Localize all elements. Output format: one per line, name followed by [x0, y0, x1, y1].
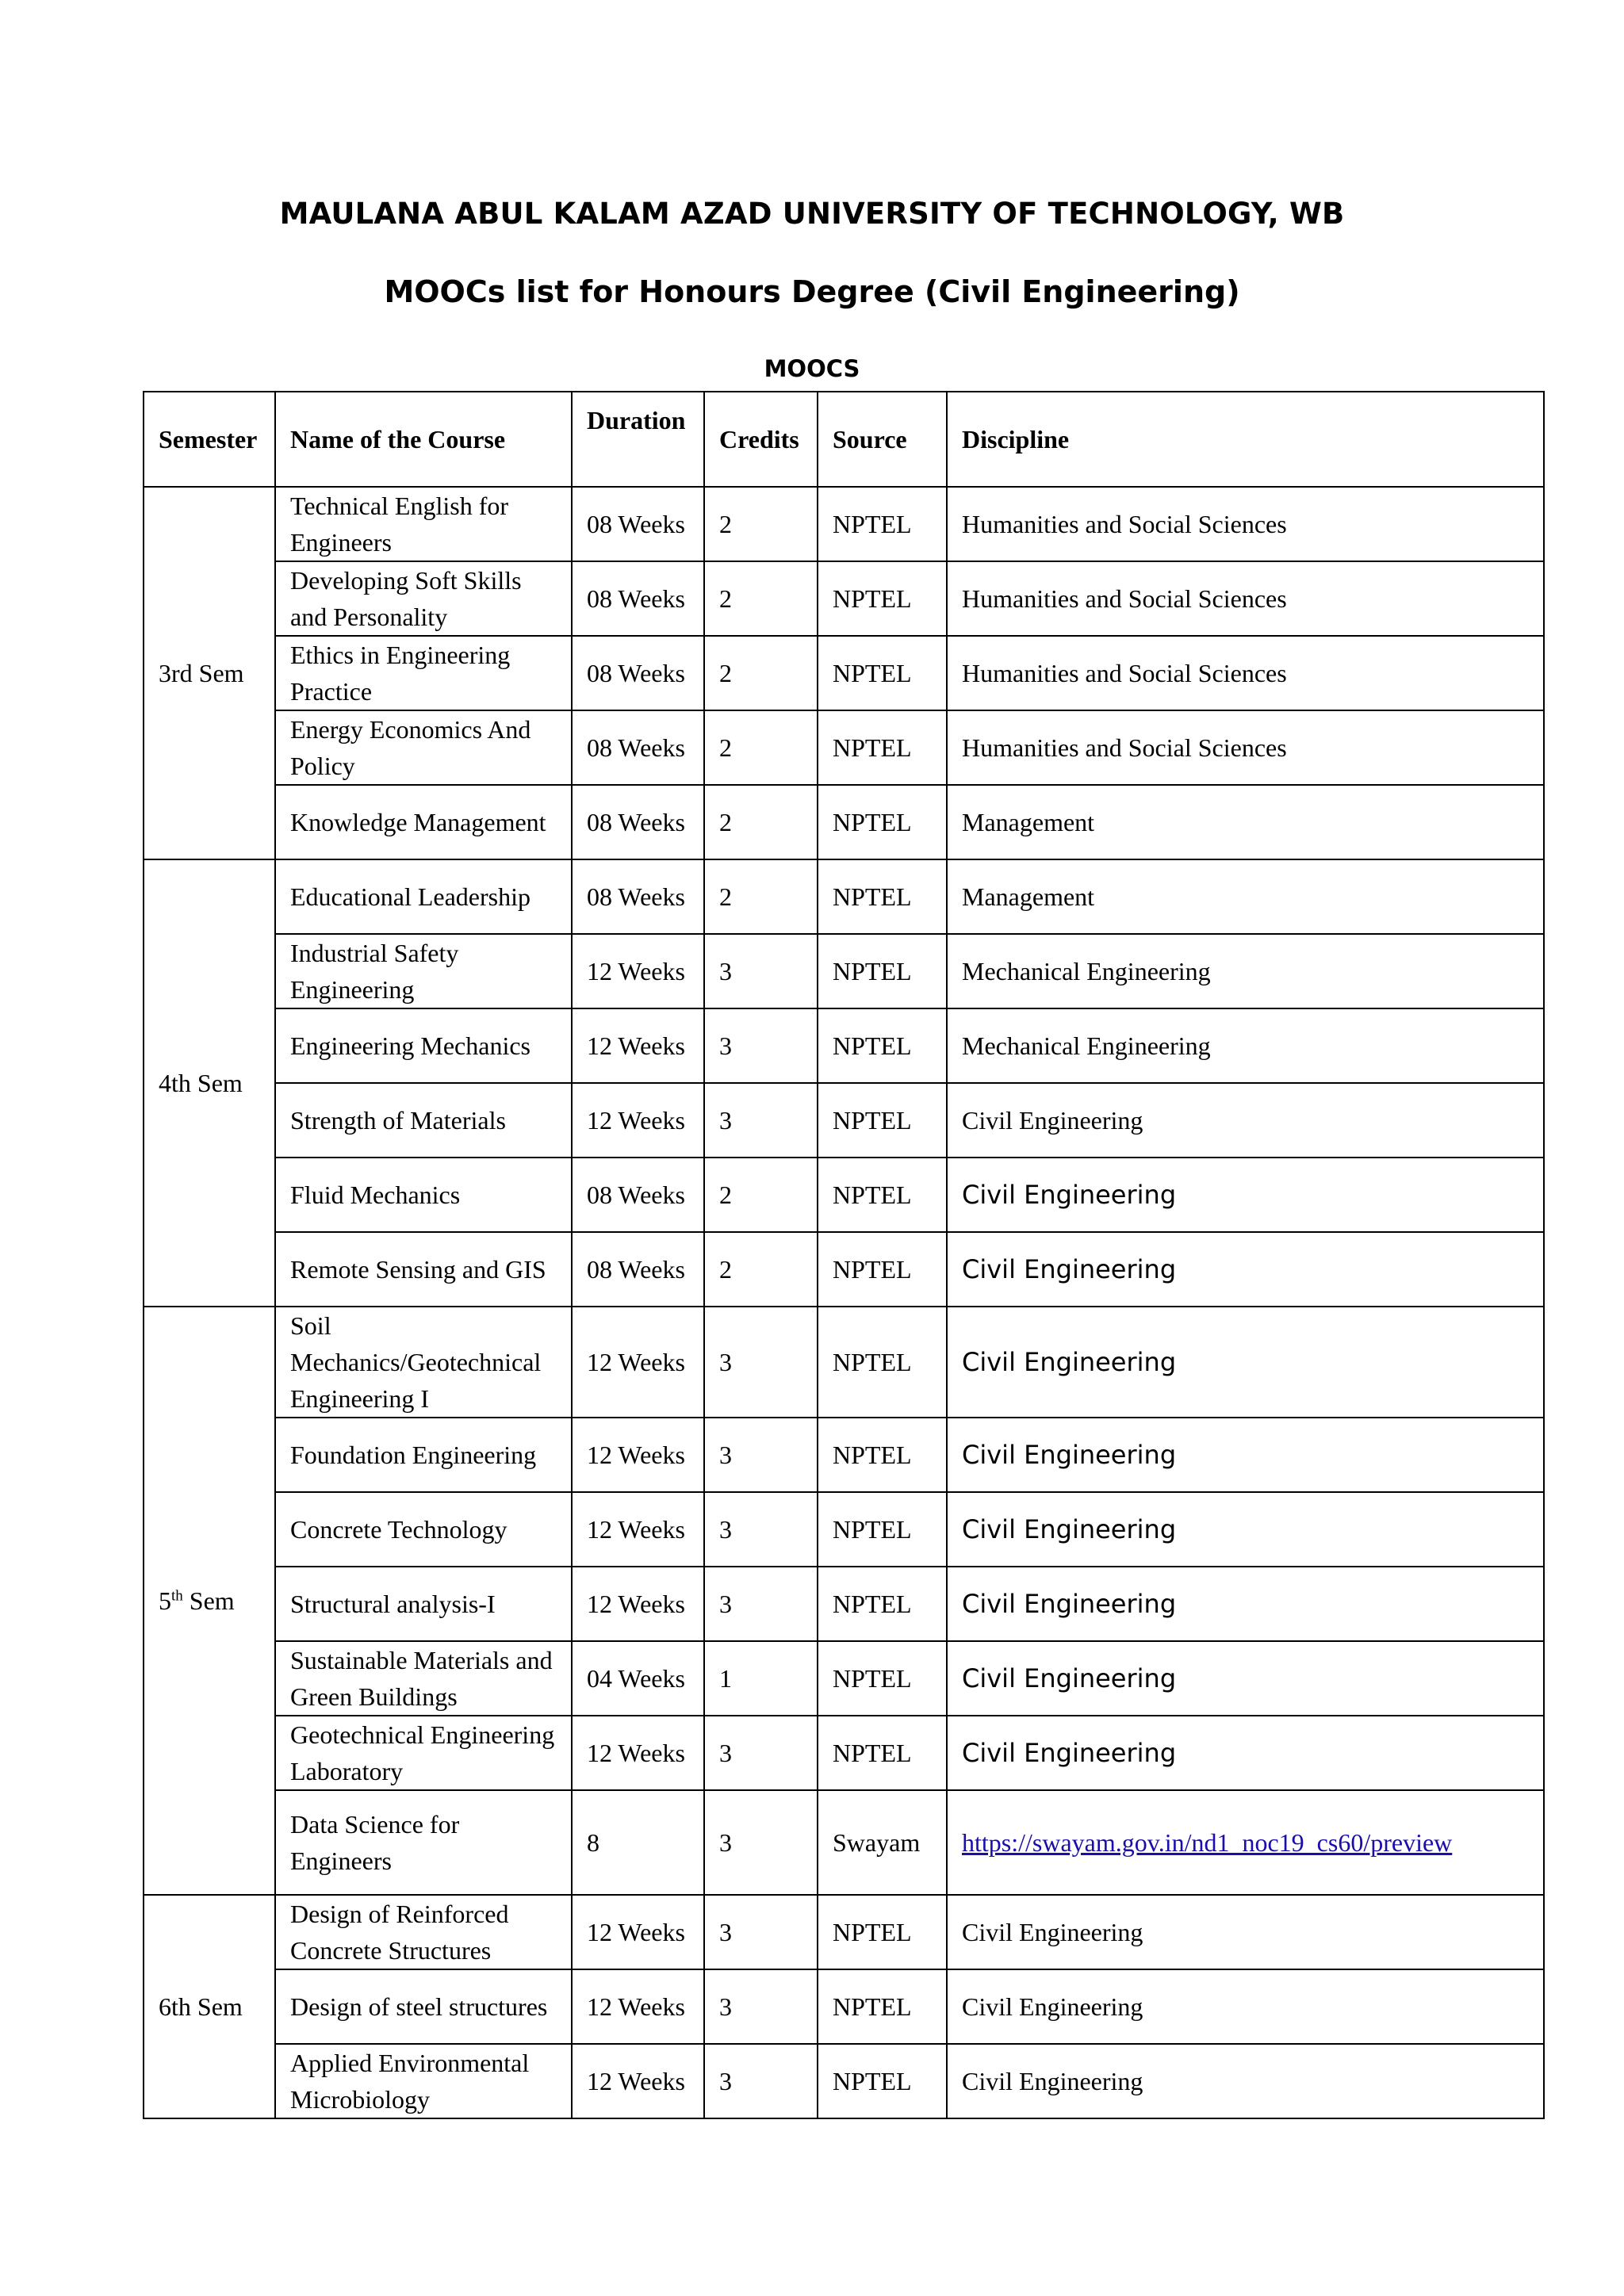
duration: 12 Weeks	[572, 1969, 704, 2044]
credits: 3	[704, 2044, 818, 2118]
table-row	[144, 1307, 1544, 1418]
semester-cell: 6th Sem	[144, 1895, 275, 2118]
discipline: Management	[947, 859, 1544, 934]
table-row	[144, 636, 1544, 710]
table-row	[144, 2044, 1544, 2118]
table-row	[144, 1158, 1544, 1232]
source: NPTEL	[818, 2044, 947, 2118]
duration: 08 Weeks	[572, 561, 704, 636]
table-row	[144, 1567, 1544, 1641]
column-header-discipline: Discipline	[947, 392, 1544, 487]
column-header-semester: Semester	[144, 392, 275, 487]
course-name: Strength of Materials	[275, 1083, 572, 1158]
duration: 08 Weeks	[572, 636, 704, 710]
duration: 08 Weeks	[572, 1232, 704, 1307]
source: NPTEL	[818, 1641, 947, 1716]
course-name: Energy Economics And Policy	[275, 710, 572, 785]
table-row	[144, 1083, 1544, 1158]
course-name: Developing Soft Skills and Personality	[275, 561, 572, 636]
table-row	[144, 1790, 1544, 1895]
discipline: Civil Engineering	[947, 1969, 1544, 2044]
course-name: Educational Leadership	[275, 859, 572, 934]
discipline: Civil Engineering	[947, 1083, 1544, 1158]
credits: 3	[704, 934, 818, 1008]
semester-number: 5	[159, 1586, 171, 1615]
credits: 2	[704, 1232, 818, 1307]
semester-label: Sem	[182, 1586, 235, 1615]
duration: 08 Weeks	[572, 785, 704, 859]
discipline: Humanities and Social Sciences	[947, 710, 1544, 785]
credits: 3	[704, 1716, 818, 1790]
source: NPTEL	[818, 934, 947, 1008]
duration: 08 Weeks	[572, 487, 704, 561]
table-row	[144, 561, 1544, 636]
duration: 12 Weeks	[572, 1008, 704, 1083]
discipline: Humanities and Social Sciences	[947, 561, 1544, 636]
discipline: Humanities and Social Sciences	[947, 636, 1544, 710]
document-subtitle: MOOCs list for Honours Degree (Civil Engineering)	[384, 274, 1240, 309]
discipline: Civil Engineering	[947, 1418, 1544, 1492]
source: NPTEL	[818, 1083, 947, 1158]
course-name: Sustainable Materials and Green Buildings	[275, 1641, 572, 1716]
table-row	[144, 1232, 1544, 1307]
semester-cell	[144, 1307, 275, 1895]
table-row	[144, 1895, 1544, 1969]
course-name: Data Science for Engineers	[275, 1790, 572, 1895]
source: NPTEL	[818, 561, 947, 636]
course-link[interactable]: https://swayam.gov.in/nd1_noc19_cs60/preview	[947, 1790, 1544, 1895]
discipline: Civil Engineering	[947, 1641, 1544, 1716]
section-heading: MOOCS	[764, 355, 860, 382]
duration: 12 Weeks	[572, 1418, 704, 1492]
duration: 12 Weeks	[572, 2044, 704, 2118]
table-row	[144, 1716, 1544, 1790]
discipline: Civil Engineering	[947, 1567, 1544, 1641]
credits: 3	[704, 1083, 818, 1158]
source: NPTEL	[818, 1567, 947, 1641]
source: NPTEL	[818, 785, 947, 859]
credits: 3	[704, 1567, 818, 1641]
credits: 3	[704, 1418, 818, 1492]
course-name: Structural analysis-I	[275, 1567, 572, 1641]
source: NPTEL	[818, 1895, 947, 1969]
table-header-row	[144, 392, 1544, 487]
course-name: Concrete Technology	[275, 1492, 572, 1567]
discipline: Mechanical Engineering	[947, 1008, 1544, 1083]
discipline: Humanities and Social Sciences	[947, 487, 1544, 561]
course-name: Knowledge Management	[275, 785, 572, 859]
source: NPTEL	[818, 710, 947, 785]
discipline: Civil Engineering	[947, 1895, 1544, 1969]
course-name: Engineering Mechanics	[275, 1008, 572, 1083]
source: NPTEL	[818, 1232, 947, 1307]
university-title: MAULANA ABUL KALAM AZAD UNIVERSITY OF TECHNOLOGY, WB	[279, 197, 1345, 231]
table-row	[144, 1969, 1544, 2044]
source: Swayam	[818, 1790, 947, 1895]
table-row	[144, 1492, 1544, 1567]
table-row	[144, 934, 1544, 1008]
discipline: Civil Engineering	[947, 1158, 1544, 1232]
credits: 3	[704, 1790, 818, 1895]
course-name: Technical English for Engineers	[275, 487, 572, 561]
course-name: Design of Reinforced Concrete Structures	[275, 1895, 572, 1969]
column-header-course: Name of the Course	[275, 392, 572, 487]
course-name: Design of steel structures	[275, 1969, 572, 2044]
duration: 08 Weeks	[572, 859, 704, 934]
duration: 08 Weeks	[572, 1158, 704, 1232]
source: NPTEL	[818, 636, 947, 710]
duration: 12 Weeks	[572, 1567, 704, 1641]
credits: 3	[704, 1492, 818, 1567]
semester-ordinal-suffix: th	[171, 1587, 183, 1605]
duration: 12 Weeks	[572, 1307, 704, 1418]
credits: 2	[704, 710, 818, 785]
credits: 3	[704, 1895, 818, 1969]
course-name: Applied Environmental Microbiology	[275, 2044, 572, 2118]
credits: 3	[704, 1969, 818, 2044]
table-row	[144, 1641, 1544, 1716]
credits: 2	[704, 487, 818, 561]
credits: 3	[704, 1307, 818, 1418]
table-row	[144, 487, 1544, 561]
source: NPTEL	[818, 1492, 947, 1567]
duration: 12 Weeks	[572, 1083, 704, 1158]
table-row	[144, 1418, 1544, 1492]
source: NPTEL	[818, 487, 947, 561]
semester-cell: 3rd Sem	[144, 487, 275, 859]
source: NPTEL	[818, 1307, 947, 1418]
table-row	[144, 1008, 1544, 1083]
table-row	[144, 710, 1544, 785]
course-name: Industrial Safety Engineering	[275, 934, 572, 1008]
discipline: Civil Engineering	[947, 2044, 1544, 2118]
credits: 3	[704, 1008, 818, 1083]
discipline: Civil Engineering	[947, 1307, 1544, 1418]
duration: 12 Weeks	[572, 1895, 704, 1969]
duration: 12 Weeks	[572, 1492, 704, 1567]
course-name: Geotechnical Engineering Laboratory	[275, 1716, 572, 1790]
credits: 2	[704, 859, 818, 934]
course-name: Foundation Engineering	[275, 1418, 572, 1492]
column-header-credits: Credits	[704, 392, 818, 487]
discipline: Mechanical Engineering	[947, 934, 1544, 1008]
column-header-duration: Duration	[572, 392, 704, 487]
credits: 2	[704, 636, 818, 710]
table-row	[144, 785, 1544, 859]
credits: 1	[704, 1641, 818, 1716]
discipline: Civil Engineering	[947, 1232, 1544, 1307]
source: NPTEL	[818, 859, 947, 934]
duration: 12 Weeks	[572, 1716, 704, 1790]
course-name: Ethics in Engineering Practice	[275, 636, 572, 710]
source: NPTEL	[818, 1008, 947, 1083]
source: NPTEL	[818, 1418, 947, 1492]
duration: 08 Weeks	[572, 710, 704, 785]
duration: 8	[572, 1790, 704, 1895]
moocs-table	[143, 391, 1545, 2119]
course-name: Fluid Mechanics	[275, 1158, 572, 1232]
duration: 12 Weeks	[572, 934, 704, 1008]
semester-cell: 4th Sem	[144, 859, 275, 1307]
column-header-source: Source	[818, 392, 947, 487]
course-name: Soil Mechanics/Geotechnical Engineering I	[275, 1307, 572, 1418]
source: NPTEL	[818, 1158, 947, 1232]
duration: 04 Weeks	[572, 1641, 704, 1716]
table-row	[144, 859, 1544, 934]
course-name: Remote Sensing and GIS	[275, 1232, 572, 1307]
credits: 2	[704, 1158, 818, 1232]
discipline: Civil Engineering	[947, 1492, 1544, 1567]
credits: 2	[704, 561, 818, 636]
credits: 2	[704, 785, 818, 859]
source: NPTEL	[818, 1969, 947, 2044]
discipline: Management	[947, 785, 1544, 859]
source: NPTEL	[818, 1716, 947, 1790]
discipline: Civil Engineering	[947, 1716, 1544, 1790]
